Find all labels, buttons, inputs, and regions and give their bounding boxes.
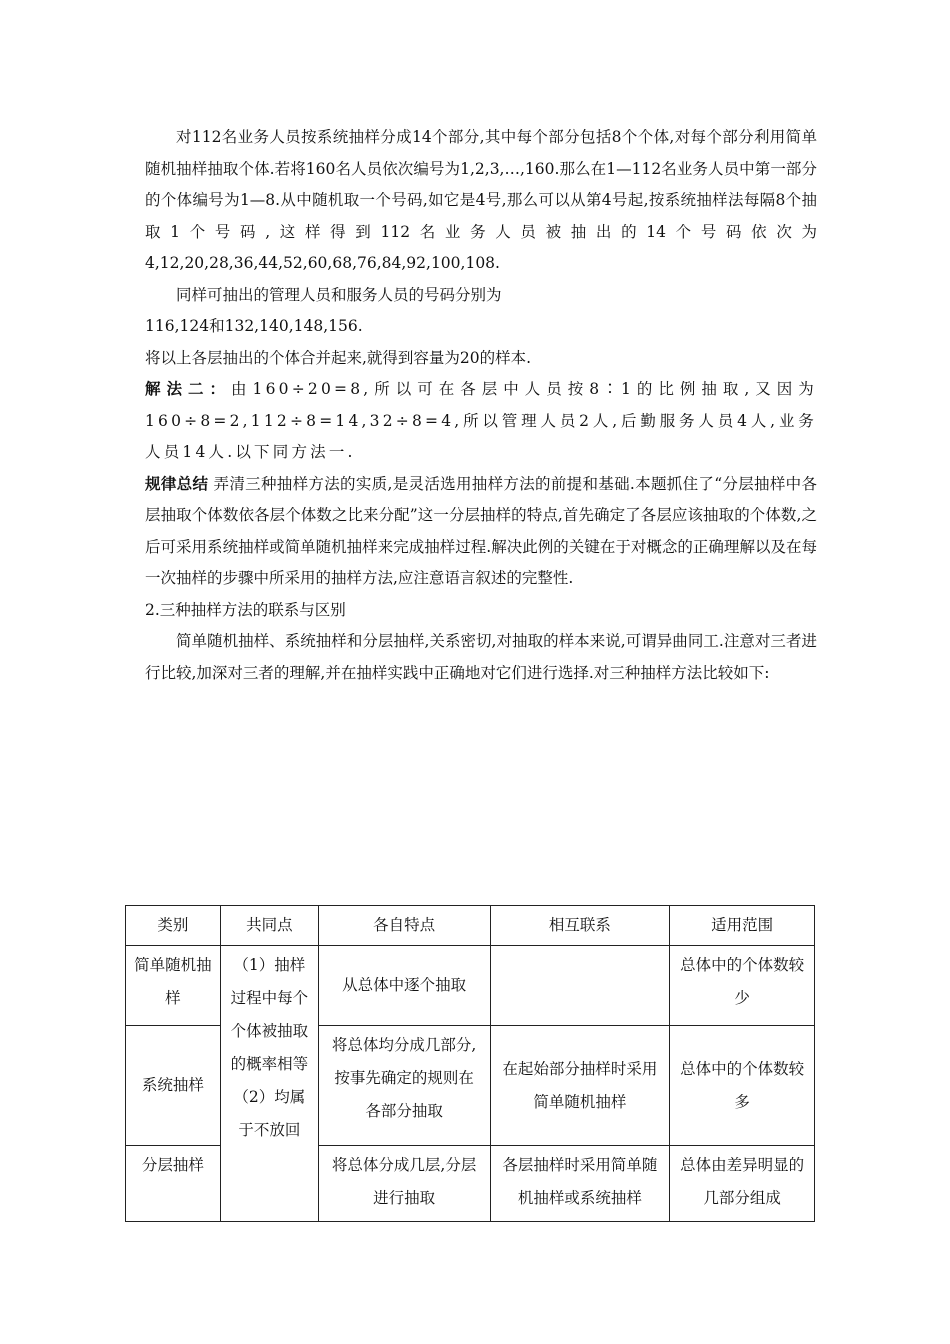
type-cell: 分层抽样	[126, 1146, 221, 1222]
method-two-label: 解法二：	[145, 380, 232, 398]
paragraph-business-staff: 对112名业务人员按系统抽样分成14个部分,其中每个部分包括8个个体,对每个部分利用简单随机抽样抽取个体.若将160名人员依次编号为1,2,3,…,160.那么在1—112名业务人员中第一部分的个体编号为1—8.从中随机取一个号码,如它是4号,那么可以从第4号起,按系统抽样法每隔8个抽取1个号码,这样得到112名业务人员被抽出的14个号码依次为4,12,20,28,36,44,52,60,68,76,84,92,100,108.	[145, 128, 817, 272]
section-heading: 2.三种抽样方法的联系与区别	[145, 600, 346, 619]
header-cell: 相互联系	[490, 906, 670, 946]
relation-cell: 在起始部分抽样时采用简单随机抽样	[490, 1026, 670, 1146]
header-cell: 各自特点	[318, 906, 490, 946]
paragraph-combine: 将以上各层抽出的个体合并起来,就得到容量为20的样本.	[145, 348, 532, 367]
paragraph-method-two	[145, 374, 817, 469]
header-cell: 类别	[126, 906, 221, 946]
feature-cell: 从总体中逐个抽取	[318, 946, 490, 1026]
summary-label: 规律总结	[145, 474, 209, 493]
method-two-text: 由160÷20=8,所以可在各层中人员按8∶1的比例抽取,又因为160÷8=2,112÷8=14,32÷8=4,所以管理人员2人,后勤服务人员4人,业务人员14人.以下同方法一.	[145, 380, 817, 461]
table-header-row	[126, 906, 815, 946]
feature-cell: 将总体均分成几部分,按事先确定的规则在各部分抽取	[318, 1026, 490, 1146]
relation-cell: 各层抽样时采用简单随机抽样或系统抽样	[490, 1146, 670, 1222]
scope-cell: 总体中的个体数较多	[670, 1026, 815, 1146]
paragraph-summary	[145, 469, 817, 595]
type-cell: 系统抽样	[126, 1026, 221, 1146]
document-body	[145, 122, 817, 689]
comparison-table	[125, 905, 815, 1222]
header-cell: 适用范围	[670, 906, 815, 946]
table-row	[126, 946, 815, 1026]
paragraph-management-service: 同样可抽出的管理人员和服务人员的号码分别为	[176, 285, 502, 304]
common-points-cell: （1）抽样过程中每个个体被抽取的概率相等（2）均属于不放回	[220, 946, 318, 1222]
feature-cell: 将总体分成几层,分层进行抽取	[318, 1146, 490, 1222]
type-cell: 简单随机抽样	[126, 946, 221, 1026]
scope-cell: 总体中的个体数较少	[670, 946, 815, 1026]
header-cell: 共同点	[220, 906, 318, 946]
scope-cell: 总体由差异明显的几部分组成	[670, 1146, 815, 1222]
summary-text: 弄清三种抽样方法的实质,是灵活选用抽样方法的前提和基础.本题抓住了“分层抽样中各层抽取个体数依各层个体数之比来分配”这一分层抽样的特点,首先确定了各层应该抽取的个体数,之后可采用系统抽样或简单随机抽样来完成抽样过程.解决此例的关键在于对概念的正确理解以及在每一次抽样的步骤中所采用的抽样方法,应注意语言叙述的完整性.	[145, 474, 818, 587]
paragraph-numbers: 116,124和132,140,148,156.	[145, 317, 363, 335]
paragraph-comparison-intro: 简单随机抽样、系统抽样和分层抽样,关系密切,对抽取的样本来说,可谓异曲同工.注意对三者进行比较,加深对三者的理解,并在抽样实践中正确地对它们进行选择.对三种抽样方法比较如下:	[145, 632, 817, 682]
relation-cell	[490, 946, 670, 1026]
